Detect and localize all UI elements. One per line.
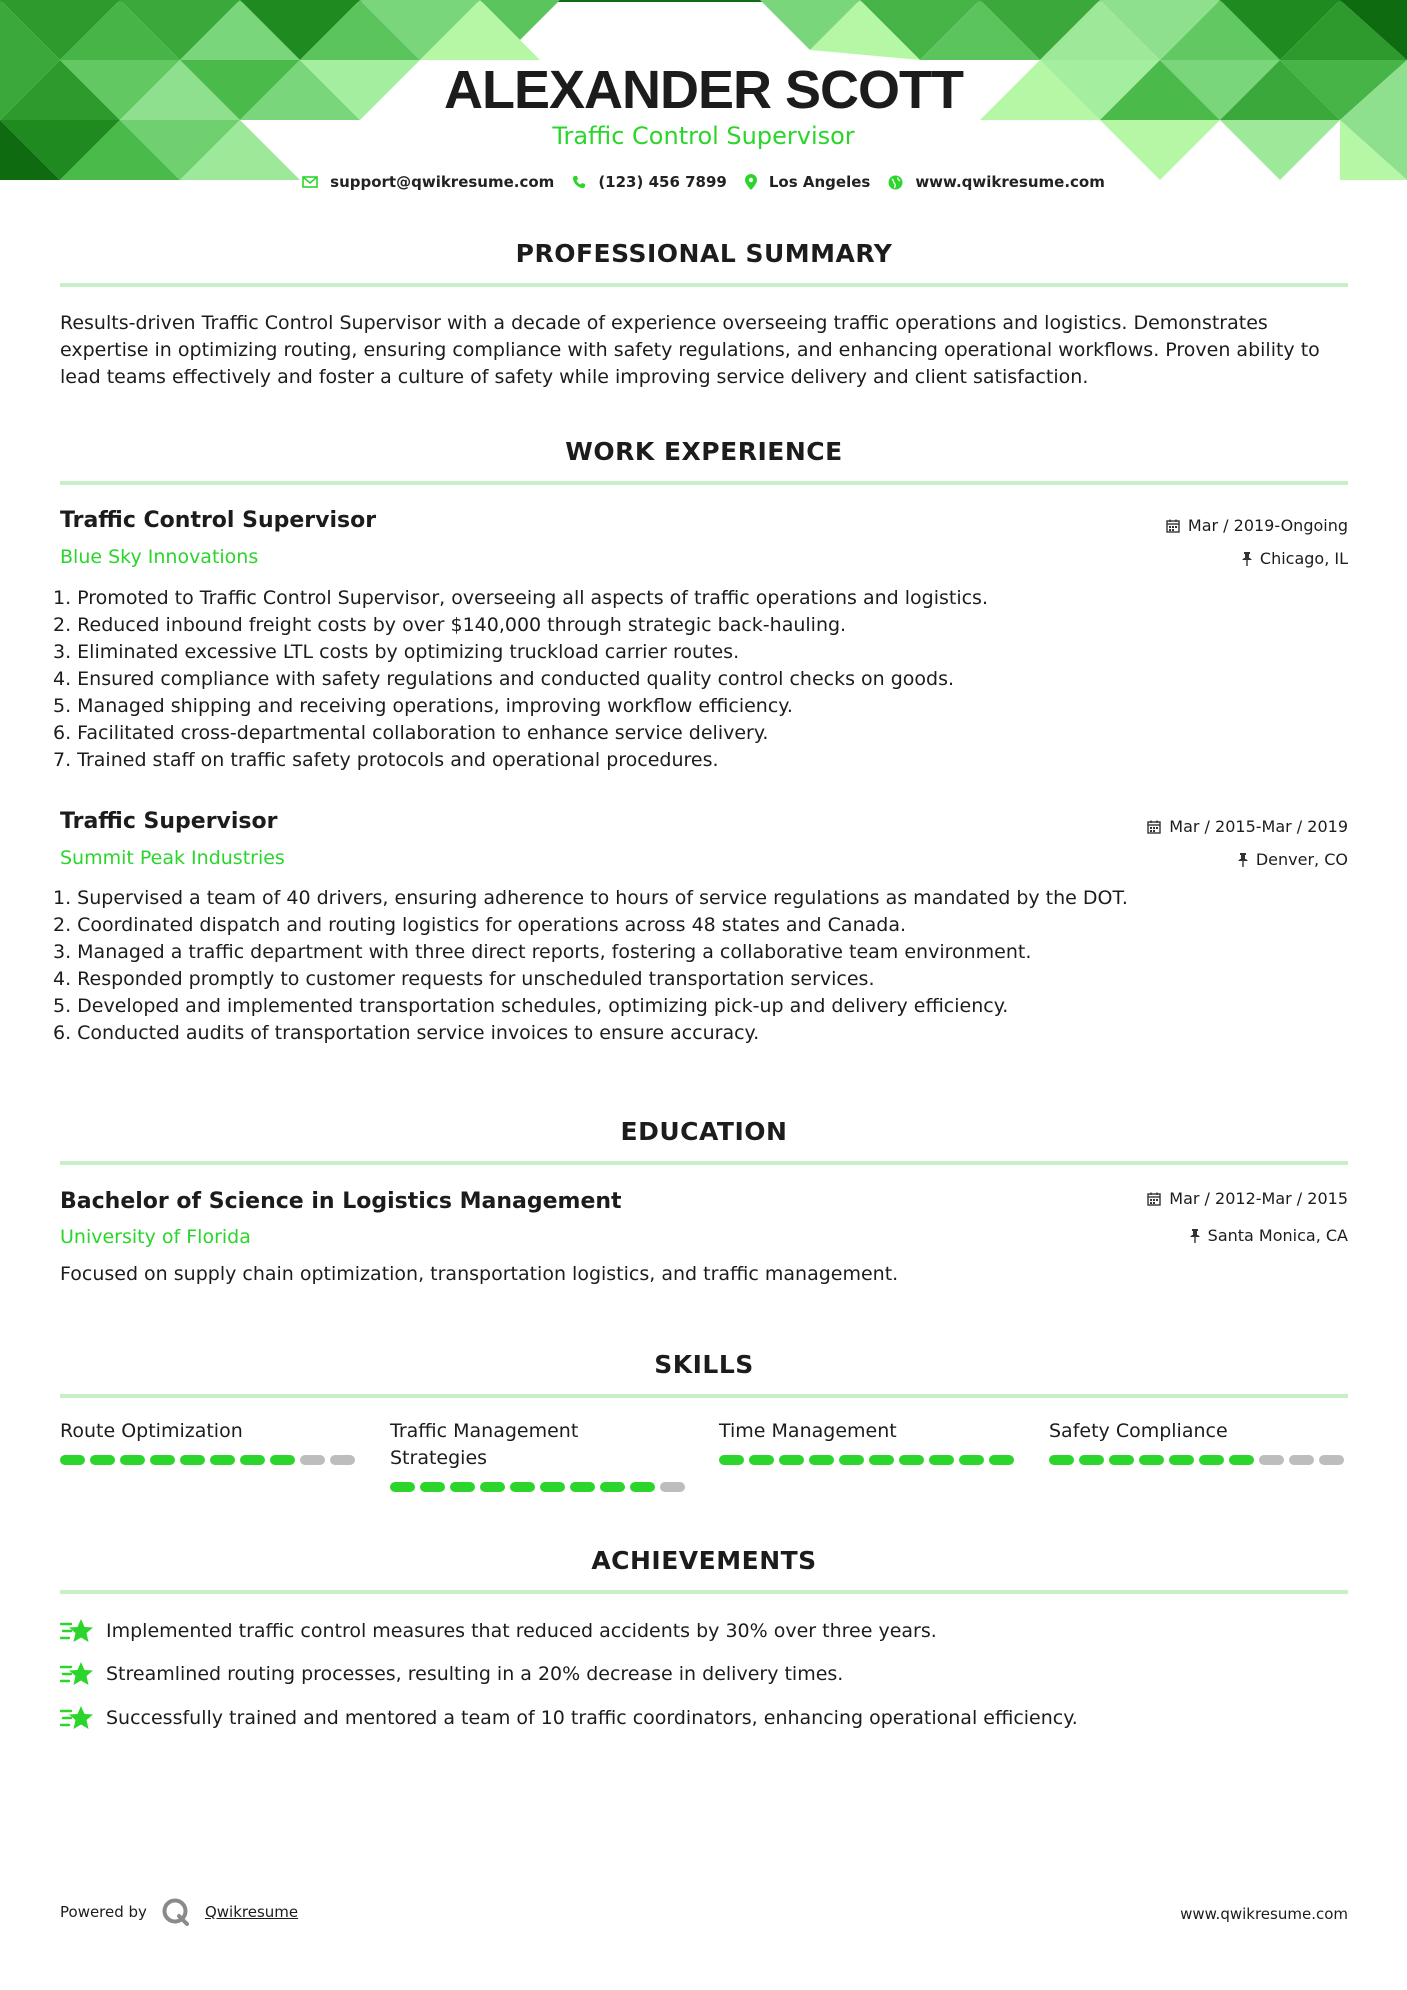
skill-bar-segment xyxy=(570,1482,595,1492)
job-location xyxy=(1238,850,1348,869)
achievement-item xyxy=(60,1617,937,1645)
powered-by-label: Powered by xyxy=(60,1903,147,1921)
list-item: 1. Supervised a team of 40 drivers, ensuring adherence to hours of service regulations as mandated by the DOT. xyxy=(53,887,1128,909)
skill-bar-segment xyxy=(1049,1455,1074,1465)
job-date xyxy=(1147,817,1348,836)
experience-heading: WORK EXPERIENCE xyxy=(565,437,843,466)
list-item: 4. Responded promptly to customer requests for unscheduled transportation services. xyxy=(53,968,875,990)
skill-bar-segment xyxy=(540,1482,565,1492)
website-text: www.qwikresume.com xyxy=(915,173,1105,191)
achievements-divider xyxy=(60,1590,1348,1594)
calendar-icon xyxy=(1147,820,1161,834)
phone-icon xyxy=(572,175,586,189)
skill-level-bar xyxy=(60,1455,360,1465)
list-item: 5. Developed and implemented transportation schedules, optimizing pick-up and delivery efficiency. xyxy=(53,995,1009,1017)
skill-bar-segment xyxy=(869,1455,894,1465)
skill-bar-segment xyxy=(300,1455,325,1465)
list-item: 3. Eliminated excessive LTL costs by optimizing truckload carrier routes. xyxy=(53,641,740,663)
job-location-text: Chicago, IL xyxy=(1259,549,1348,568)
skill-bar-segment xyxy=(1109,1455,1134,1465)
skills-divider xyxy=(60,1394,1348,1398)
skill-bar-segment xyxy=(660,1482,685,1492)
phone-text: (123) 456 7899 xyxy=(598,173,727,191)
footer-powered-by xyxy=(60,1897,298,1927)
shooting-star-icon xyxy=(60,1617,94,1645)
globe-icon xyxy=(888,175,903,190)
calendar-icon xyxy=(1166,519,1180,533)
contact-location xyxy=(745,173,870,191)
education-description: Focused on supply chain optimization, transportation logistics, and traffic management. xyxy=(60,1263,899,1285)
job-bullets xyxy=(53,885,1128,1047)
skill-bar-segment xyxy=(1079,1455,1104,1465)
skill-bar-segment xyxy=(1139,1455,1164,1465)
skill-item xyxy=(1049,1418,1349,1465)
skill-bar-segment xyxy=(1169,1455,1194,1465)
job-date-text: Mar / 2019-Ongoing xyxy=(1187,516,1348,535)
job-company: Blue Sky Innovations xyxy=(60,546,259,568)
skill-bar-segment xyxy=(450,1482,475,1492)
skill-bar-segment xyxy=(330,1455,355,1465)
summary-divider xyxy=(60,283,1348,287)
pushpin-icon xyxy=(1190,1229,1200,1243)
list-item: 3. Managed a traffic department with three direct reports, fostering a collaborative team environment. xyxy=(53,941,1032,963)
achievement-item xyxy=(60,1660,843,1688)
list-item: 5. Managed shipping and receiving operations, improving workflow efficiency. xyxy=(53,695,793,717)
job-date xyxy=(1166,516,1348,535)
email-text: support@qwikresume.com xyxy=(330,173,555,191)
skill-bar-segment xyxy=(150,1455,175,1465)
skill-bar-segment xyxy=(270,1455,295,1465)
education-location xyxy=(1190,1226,1348,1245)
skill-label: Time Management xyxy=(719,1420,897,1442)
skill-bar-segment xyxy=(240,1455,265,1465)
skills-heading: SKILLS xyxy=(654,1350,754,1379)
education-divider xyxy=(60,1161,1348,1165)
skill-level-bar xyxy=(719,1455,1019,1465)
summary-heading: PROFESSIONAL SUMMARY xyxy=(515,239,893,268)
education-heading: EDUCATION xyxy=(620,1117,788,1146)
experience-divider xyxy=(60,481,1348,485)
list-item: 7. Trained staff on traffic safety protocols and operational procedures. xyxy=(53,749,719,771)
summary-text: Results-driven Traffic Control Supervisor with a decade of experience overseeing traffic operations and logistics. Demonstrates expertise in optimizing routing, ensuring compliance with safety regulations, and enhancing operational workflows. Proven ability to lead teams effectively and foster a culture of safety while improving service delivery and client satisfaction. xyxy=(60,312,1320,388)
school-name: University of Florida xyxy=(60,1226,251,1248)
education-location-text: Santa Monica, CA xyxy=(1207,1226,1348,1245)
achievement-item xyxy=(60,1704,1078,1732)
pushpin-icon xyxy=(1242,552,1252,566)
education-date-text: Mar / 2012-Mar / 2015 xyxy=(1169,1189,1348,1208)
list-item: 2. Reduced inbound freight costs by over $140,000 through strategic back-hauling. xyxy=(53,614,847,636)
skill-bar-segment xyxy=(1319,1455,1344,1465)
skill-bar-segment xyxy=(929,1455,954,1465)
location-text: Los Angeles xyxy=(768,173,871,191)
job-company: Summit Peak Industries xyxy=(60,847,285,869)
skill-bar-segment xyxy=(899,1455,924,1465)
skill-bar-segment xyxy=(480,1482,505,1492)
pushpin-icon xyxy=(1238,853,1248,867)
achievements-heading: ACHIEVEMENTS xyxy=(591,1546,817,1575)
skill-item xyxy=(390,1418,690,1492)
skill-bar-segment xyxy=(1289,1455,1314,1465)
shooting-star-icon xyxy=(60,1704,94,1732)
skill-bar-segment xyxy=(210,1455,235,1465)
list-item: 2. Coordinated dispatch and routing logistics for operations across 48 states and Canada. xyxy=(53,914,906,936)
list-item: 1. Promoted to Traffic Control Supervisor, overseeing all aspects of traffic operations and logistics. xyxy=(53,587,988,609)
degree-title: Bachelor of Science in Logistics Management xyxy=(60,1189,622,1214)
skill-item xyxy=(60,1418,360,1465)
skill-bar-segment xyxy=(630,1482,655,1492)
skill-bar-segment xyxy=(420,1482,445,1492)
skill-label: Safety Compliance xyxy=(1049,1420,1228,1442)
achievement-text: Implemented traffic control measures that reduced accidents by 30% over three years. xyxy=(106,1620,937,1642)
job-role: Traffic Control Supervisor xyxy=(60,508,377,533)
envelope-icon xyxy=(302,176,318,188)
job-location-text: Denver, CO xyxy=(1255,850,1348,869)
skill-bar-segment xyxy=(90,1455,115,1465)
qwikresume-logo-icon xyxy=(161,1897,191,1927)
skill-bar-segment xyxy=(1259,1455,1284,1465)
skill-level-bar xyxy=(390,1482,690,1492)
footer-website[interactable]: www.qwikresume.com xyxy=(1180,1905,1348,1923)
skill-bar-segment xyxy=(390,1482,415,1492)
achievement-text: Streamlined routing processes, resulting in a 20% decrease in delivery times. xyxy=(106,1663,844,1685)
skill-bar-segment xyxy=(180,1455,205,1465)
candidate-name: ALEXANDER SCOTT xyxy=(443,60,963,120)
skill-level-bar xyxy=(1049,1455,1349,1465)
skill-bar-segment xyxy=(1229,1455,1254,1465)
skill-bar-segment xyxy=(510,1482,535,1492)
achievement-text: Successfully trained and mentored a team of 10 traffic coordinators, enhancing operational efficiency. xyxy=(106,1707,1078,1729)
skill-bar-segment xyxy=(989,1455,1014,1465)
skill-bar-segment xyxy=(839,1455,864,1465)
skill-bar-segment xyxy=(1199,1455,1224,1465)
list-item: 6. Conducted audits of transportation service invoices to ensure accuracy. xyxy=(53,1022,760,1044)
job-date-text: Mar / 2015-Mar / 2019 xyxy=(1169,817,1348,836)
skill-bar-segment xyxy=(809,1455,834,1465)
skill-bar-segment xyxy=(749,1455,774,1465)
list-item: 6. Facilitated cross-departmental collaboration to enhance service delivery. xyxy=(53,722,769,744)
skill-item xyxy=(719,1418,1019,1465)
skill-bar-segment xyxy=(60,1455,85,1465)
skill-bar-segment xyxy=(120,1455,145,1465)
job-bullets xyxy=(53,585,988,774)
qwikresume-link[interactable]: Qwikresume xyxy=(204,1903,299,1921)
calendar-icon xyxy=(1147,1192,1161,1206)
skill-bar-segment xyxy=(959,1455,984,1465)
map-marker-icon xyxy=(745,174,757,190)
education-date xyxy=(1147,1189,1348,1208)
candidate-title: Traffic Control Supervisor xyxy=(552,122,855,150)
skill-bar-segment xyxy=(779,1455,804,1465)
skill-label: Route Optimization xyxy=(60,1420,243,1442)
skill-bar-segment xyxy=(719,1455,744,1465)
shooting-star-icon xyxy=(60,1660,94,1688)
contact-bar xyxy=(0,173,1407,191)
contact-website[interactable] xyxy=(888,173,1105,191)
contact-phone[interactable] xyxy=(572,173,727,191)
job-role: Traffic Supervisor xyxy=(60,809,278,834)
list-item: 4. Ensured compliance with safety regulations and conducted quality control checks on goods. xyxy=(53,668,955,690)
skill-bar-segment xyxy=(600,1482,625,1492)
job-location xyxy=(1242,549,1348,568)
skill-label: Traffic Management Strategies xyxy=(390,1420,579,1469)
contact-email[interactable] xyxy=(302,173,554,191)
